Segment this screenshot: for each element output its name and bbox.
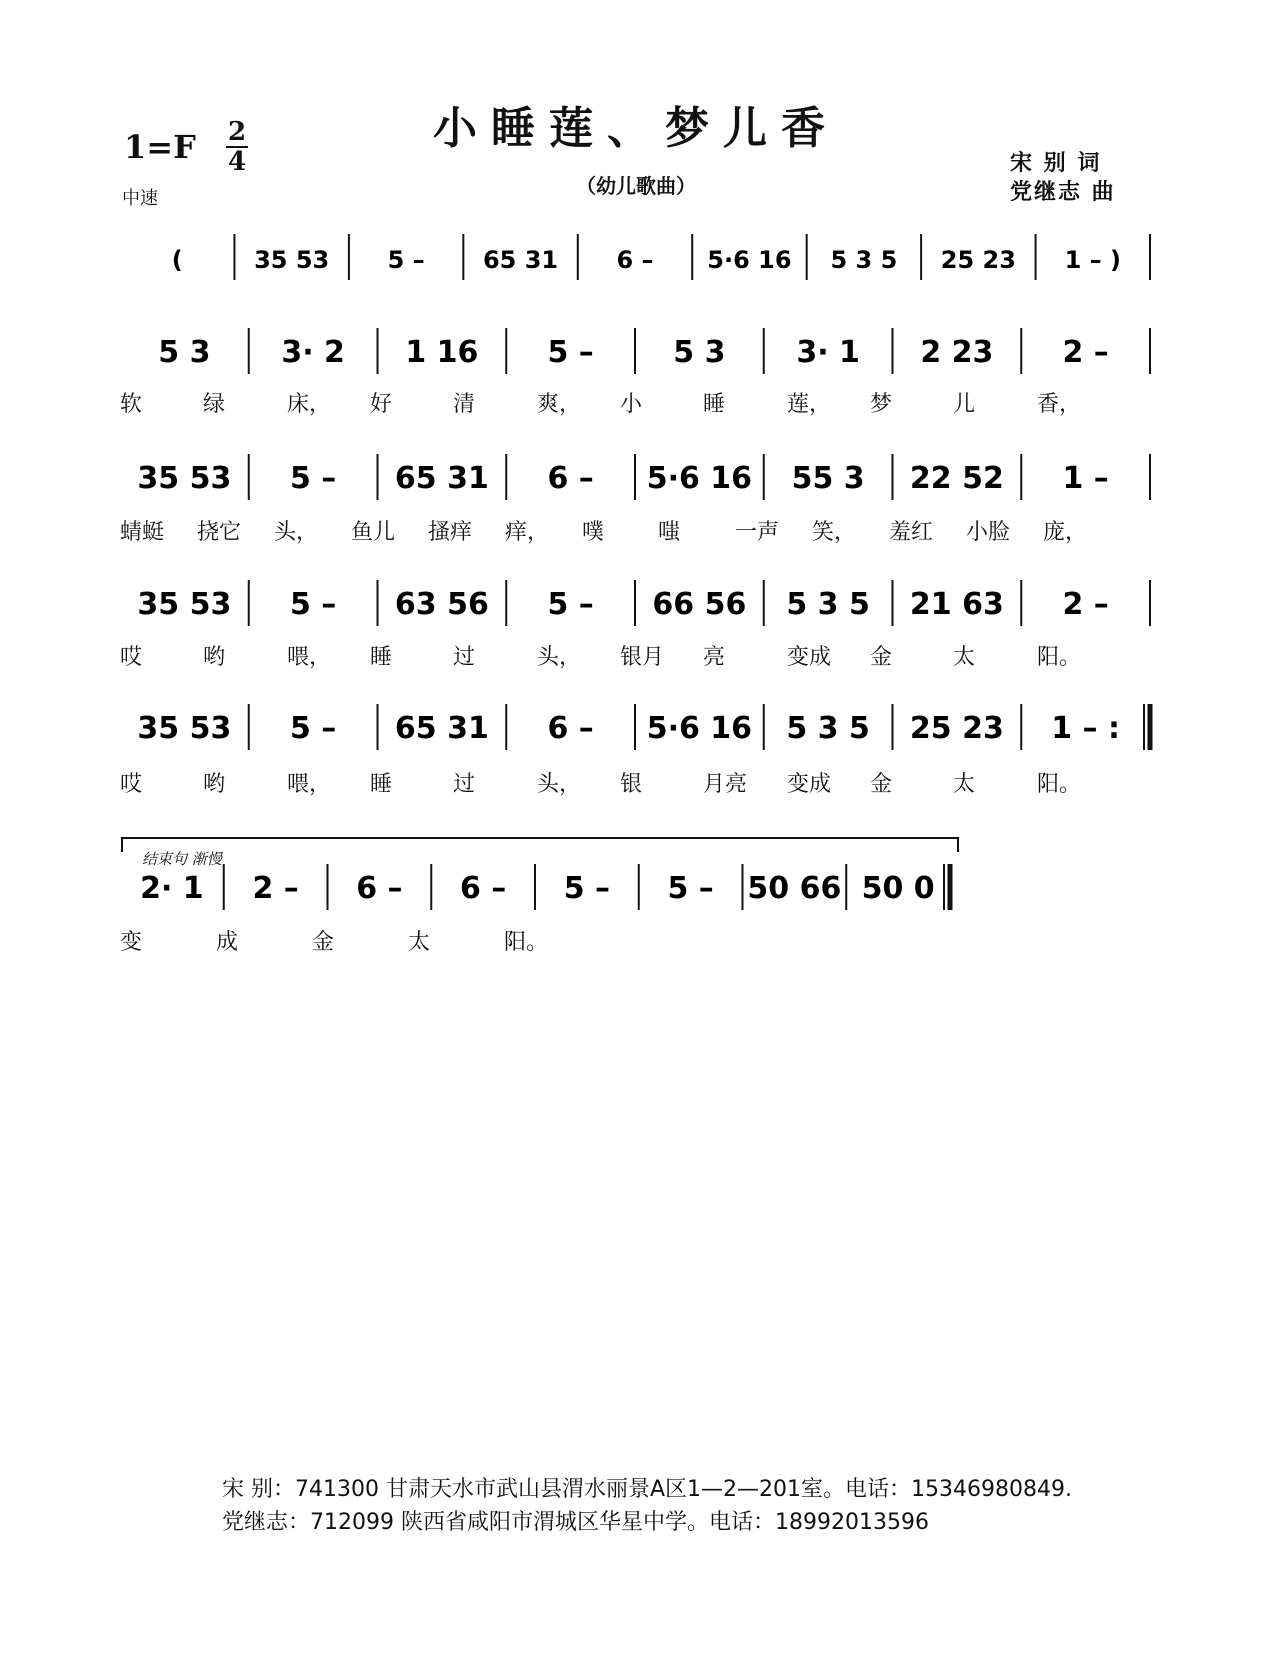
measure-notes: 6 – (616, 246, 654, 274)
lyric-syllable: 阳。 (1037, 772, 1082, 797)
measure-notes: 5·6 16 (707, 246, 792, 274)
lyric-syllable: 羞红 (889, 520, 934, 545)
measure-notes: 5 – (547, 335, 594, 370)
measure-notes: 63 56 (394, 587, 489, 622)
measure-notes: 1 – (1062, 461, 1109, 496)
measure-notes: 5 – (667, 871, 714, 906)
lyric-syllable: 阳。 (1037, 645, 1082, 670)
lyric-syllable: 过 (453, 772, 476, 797)
measure-notes: 25 23 (940, 246, 1016, 274)
lyric-syllable: 蜻蜓 (120, 520, 165, 545)
composer-credit: 党继志 曲 (1010, 180, 1116, 205)
lyric-syllable: 痒， (505, 520, 550, 545)
lyric-syllable: 搔痒 (428, 520, 473, 545)
lyric-syllable: 变 (120, 930, 143, 955)
lyric-syllable: 莲， (787, 392, 832, 417)
measure-notes: 5 – (289, 711, 337, 746)
key-signature: 1=F (124, 128, 196, 166)
measure-notes: 35 53 (137, 461, 232, 496)
lyric-syllable: 香， (1037, 392, 1082, 417)
lyric-syllable: 睡 (370, 645, 393, 670)
staff-row-2-svg (120, 442, 1160, 512)
lyric-syllable: 变成 (787, 645, 832, 670)
measure-notes: 5 – (563, 871, 611, 906)
lyric-syllable: 挠它 (197, 520, 242, 545)
staff-row-4 (120, 692, 1160, 762)
measure-notes: 35 53 (254, 246, 330, 274)
measure-notes: 5 3 (158, 335, 211, 370)
measure-notes: 2 – (252, 871, 299, 906)
coda-label: 结束句 渐慢 (142, 850, 222, 868)
measure-notes: 2· 1 (140, 871, 204, 906)
staff-row-1 (120, 316, 1160, 386)
lyric-syllable: 太 (953, 772, 976, 797)
lyric-syllable: 软 (120, 392, 143, 417)
lyric-syllable: 爽， (537, 392, 582, 417)
lyric-syllable: 金 (870, 772, 893, 797)
coda-bracket (120, 834, 980, 854)
measure-notes: 6 – (547, 461, 594, 496)
staff-row-2 (120, 442, 1160, 512)
address-lyricist: 宋 别：741300 甘肃天水市武山县渭水丽景A区1—2—201室。电话：15346980849. (222, 1477, 1072, 1502)
measure-notes: 5 3 5 (786, 711, 870, 746)
lyric-syllable: 噗 (582, 520, 605, 545)
lyric-syllable: 嗤 (658, 520, 681, 545)
lyric-syllable: 好 (370, 392, 393, 417)
time-signature (224, 118, 250, 176)
intro-staff (120, 232, 1160, 292)
measure-notes: 65 31 (482, 246, 559, 274)
measure-notes: 3· 2 (281, 335, 345, 370)
lyric-syllable: 太 (953, 645, 976, 670)
measure-notes: 21 63 (909, 587, 1004, 622)
lyric-syllable: 头， (274, 520, 319, 545)
lyric-syllable: 月亮 (703, 772, 748, 797)
measure-notes: 35 53 (137, 711, 232, 746)
lyric-syllable: 小 (620, 392, 643, 417)
time-signature-bottom: 4 (227, 147, 247, 177)
measure-notes: 50 66 (747, 871, 842, 906)
lyric-syllable: 梦 (870, 392, 893, 417)
measure-notes: 66 56 (652, 587, 747, 622)
lyric-syllable: 绿 (203, 392, 226, 417)
coda-staff-svg (120, 852, 1160, 922)
measure-notes: 22 52 (909, 461, 1004, 496)
measure-notes: 5·6 16 (646, 461, 753, 496)
measure-notes: 5 3 5 (786, 587, 870, 622)
lyric-syllable: 一声 (735, 520, 780, 545)
lyric-syllable: 亮 (703, 645, 726, 670)
measure-notes: 2 – (1062, 587, 1109, 622)
lyric-syllable: 哟 (203, 772, 226, 797)
lyric-syllable: 哎 (120, 772, 143, 797)
address-composer: 党继志：712099 陕西省咸阳市渭城区华星中学。电话：18992013596 (222, 1510, 929, 1535)
lyric-syllable: 睡 (370, 772, 393, 797)
lyric-syllable: 变成 (787, 772, 832, 797)
staff-row-3 (120, 568, 1160, 638)
lyric-syllable: 过 (453, 645, 476, 670)
song-subtitle: （幼儿歌曲） (576, 174, 696, 198)
measure-notes: 50 0 (861, 871, 935, 906)
lyric-syllable: 床， (287, 392, 332, 417)
lyric-syllable: 哟 (203, 645, 226, 670)
lyric-syllable: 金 (870, 645, 893, 670)
coda-staff (120, 852, 1160, 922)
measure-notes: 6 – (356, 871, 403, 906)
lyric-syllable: 庞， (1043, 520, 1088, 545)
measure-notes: 5 3 5 (830, 246, 898, 274)
measure-notes: 5 – (289, 587, 337, 622)
lyric-syllable: 阳。 (504, 930, 549, 955)
lyric-syllable: 喂， (287, 645, 332, 670)
tempo-marking: 中速 (122, 188, 158, 209)
measure-notes: 5 – (387, 246, 425, 274)
measure-notes: 55 3 (791, 461, 865, 496)
measure-notes: 2 23 (920, 335, 994, 370)
measure-notes: 1 16 (405, 335, 479, 370)
lyric-syllable: 儿 (953, 392, 976, 417)
measure-notes: 1 – : (1051, 711, 1121, 746)
lyric-syllable: 小脸 (966, 520, 1011, 545)
staff-row-3-svg (120, 568, 1160, 638)
lyric-syllable: 头， (537, 772, 582, 797)
lyric-syllable: 清 (453, 392, 476, 417)
lyric-syllable: 成 (216, 930, 239, 955)
lyric-syllable: 喂， (287, 772, 332, 797)
measure-notes: 6 – (459, 871, 507, 906)
measure-notes: 1 – ) (1064, 246, 1121, 274)
staff-row-4-svg (120, 692, 1160, 762)
lyric-syllable: 笑， (812, 520, 857, 545)
lyric-syllable: 太 (408, 930, 431, 955)
time-signature-top: 2 (227, 117, 247, 147)
intro-staff-svg (120, 232, 1160, 292)
lyric-syllable: 银月 (620, 645, 665, 670)
lyric-syllable: 睡 (703, 392, 726, 417)
measure-notes: ( (171, 246, 183, 274)
lyric-syllable: 鱼儿 (351, 520, 396, 545)
measure-notes: 25 23 (909, 711, 1004, 746)
measure-notes: 35 53 (137, 587, 232, 622)
measure-notes: 5 3 (673, 335, 726, 370)
measure-notes: 5 – (547, 587, 594, 622)
lyric-syllable: 头， (537, 645, 582, 670)
measure-notes: 65 31 (394, 461, 489, 496)
measure-notes: 6 – (547, 711, 594, 746)
measure-notes: 65 31 (394, 711, 489, 746)
lyric-syllable: 哎 (120, 645, 143, 670)
measure-notes: 2 – (1062, 335, 1109, 370)
measure-notes: 3· 1 (796, 335, 860, 370)
lyric-syllable: 金 (312, 930, 335, 955)
measure-notes: 5·6 16 (646, 711, 753, 746)
song-title: 小睡莲、梦儿香 (433, 103, 839, 154)
lyric-syllable: 银 (620, 772, 643, 797)
lyricist-credit: 宋 别 词 (1010, 151, 1102, 176)
staff-row-1-svg (120, 316, 1160, 386)
measure-notes: 5 – (289, 461, 337, 496)
